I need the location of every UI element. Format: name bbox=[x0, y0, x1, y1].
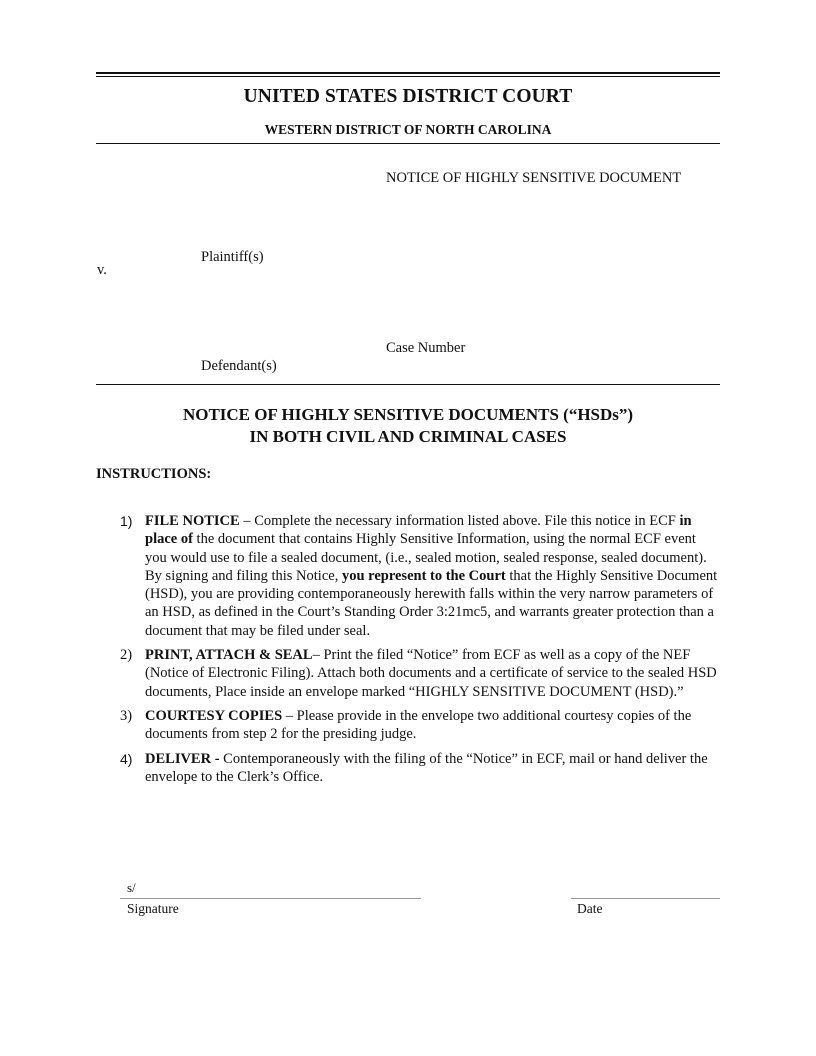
list-item bbox=[120, 707, 720, 744]
item-text: – Complete the necessary information listed above. File this notice in ECF bbox=[239, 513, 680, 529]
list-item bbox=[120, 646, 720, 701]
item-number: 3) bbox=[120, 707, 133, 724]
item-emphasis: in place of bbox=[145, 513, 692, 548]
item-title: FILE NOTICE bbox=[145, 513, 240, 529]
signature-prefix: s/ bbox=[127, 880, 136, 895]
heading-line-2: IN BOTH CIVIL AND CRIMINAL CASES bbox=[249, 427, 567, 446]
heading-line-1: NOTICE OF HIGHLY SENSITIVE DOCUMENTS (“HSDs”) bbox=[182, 405, 634, 424]
item-text: the document that contains Highly Sensitive Information, using the normal ECF event you would use to file a sealed document, (i.e., sealed motion, sealed response, sealed document). By signing and filing this Notice, bbox=[145, 531, 707, 584]
item-title: PRINT, ATTACH & SEAL bbox=[145, 647, 313, 664]
signature-line[interactable] bbox=[120, 898, 421, 899]
versus-label: v. bbox=[97, 262, 107, 278]
item-text: Contemporaneously with the filing of the “Notice” in ECF, mail or hand deliver the envelope to the Clerk’s Office. bbox=[145, 750, 708, 785]
notice-title: NOTICE OF HIGHLY SENSITIVE DOCUMENT bbox=[386, 170, 682, 186]
document-heading bbox=[96, 404, 720, 448]
instructions-label: INSTRUCTIONS: bbox=[96, 466, 212, 482]
district-name: WESTERN DISTRICT OF NORTH CAROLINA bbox=[264, 122, 552, 137]
case-number-label: Case Number bbox=[386, 340, 466, 356]
plaintiff-label: Plaintiff(s) bbox=[201, 249, 264, 265]
caption-rule bbox=[96, 384, 720, 385]
header-rule bbox=[96, 143, 720, 144]
signature-label: Signature bbox=[127, 901, 179, 916]
item-text: that the Highly Sensitive Document (HSD), you are providing contemporaneously herewith falls within the very narrow parameters of an HSD, as defined in the Court’s Standing Order 3:21mc5, and warrants greater protection than a document that may be filed under seal. bbox=[145, 567, 718, 639]
item-number: 4) bbox=[120, 750, 133, 767]
court-title: UNITED STATES DISTRICT COURT bbox=[243, 86, 573, 107]
item-number: 1) bbox=[120, 513, 133, 529]
list-item bbox=[120, 512, 720, 640]
date-label: Date bbox=[577, 901, 603, 916]
item-text: – Please provide in the envelope two additional courtesy copies of the documents from step 2 for the presiding judge. bbox=[145, 707, 692, 743]
item-number: 2) bbox=[120, 647, 133, 664]
list-item bbox=[120, 750, 720, 787]
item-title: COURTESY COPIES bbox=[145, 707, 283, 724]
top-rule-thick bbox=[96, 72, 720, 74]
defendant-label: Defendant(s) bbox=[201, 358, 277, 374]
item-emphasis: you represent to the Court bbox=[341, 567, 506, 584]
item-title: DELIVER - bbox=[145, 750, 220, 767]
top-rule-thin bbox=[96, 76, 720, 77]
item-text: – Print the filed “Notice” from ECF as well as a copy of the NEF (Notice of Electronic Filing). Attach both documents and a certificate of service to the sealed HSD documents, Place inside an envelope marked “HIGHLY SENSITIVE DOCUMENT (HSD).” bbox=[145, 647, 717, 700]
date-line[interactable] bbox=[571, 898, 720, 899]
instructions-list bbox=[120, 512, 720, 792]
